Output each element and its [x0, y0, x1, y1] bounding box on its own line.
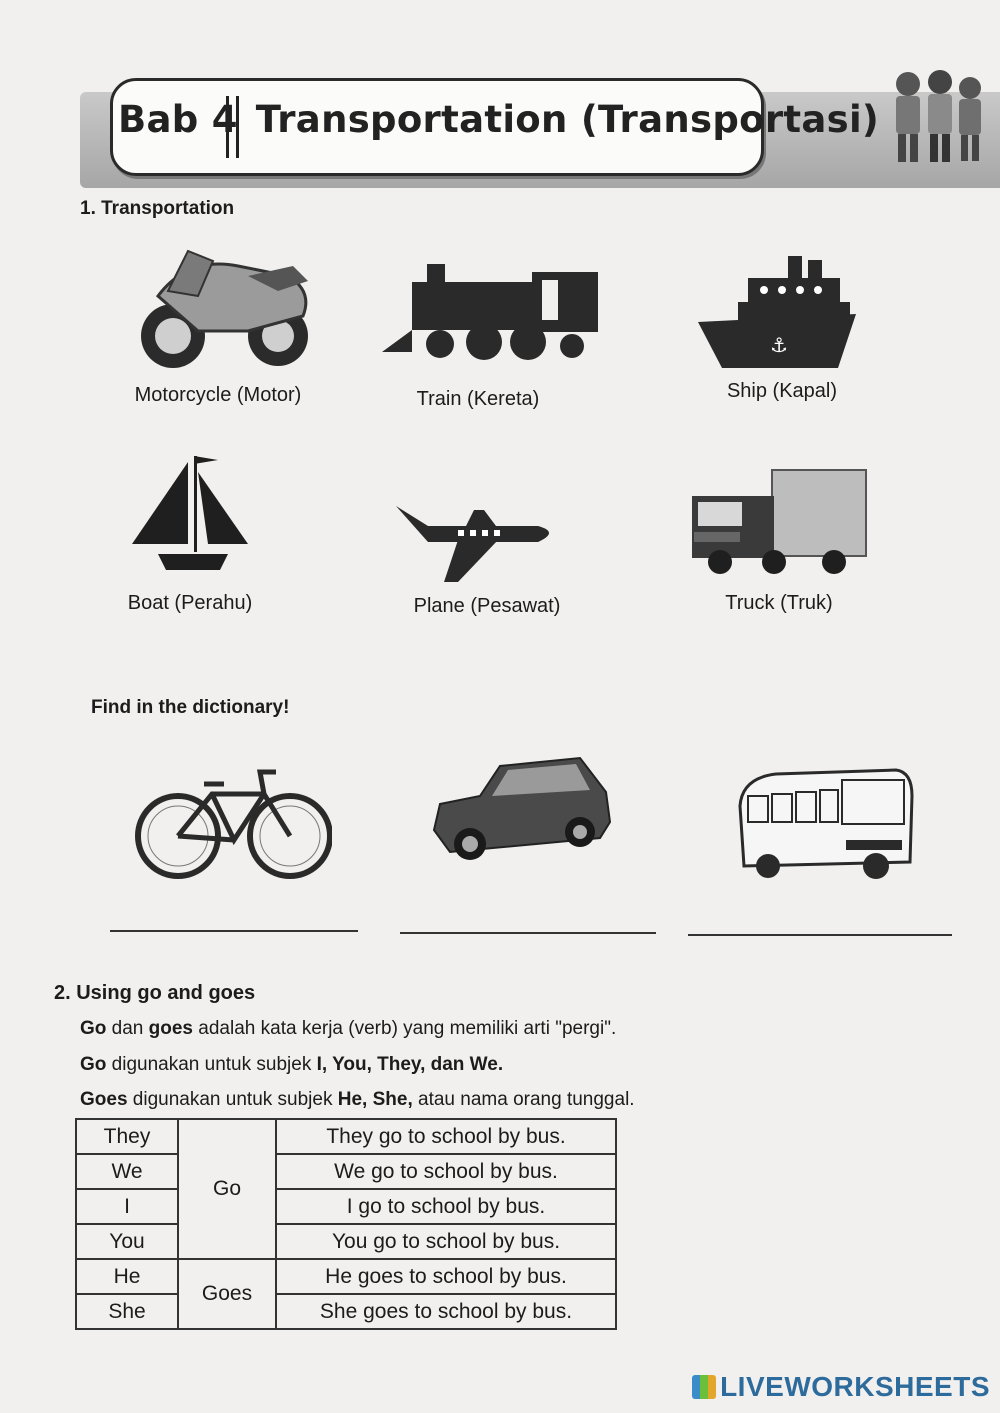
caption-ship: Ship (Kapal) [726, 380, 838, 402]
car-icon [430, 752, 614, 868]
caption-boat: Boat (Perahu) [127, 592, 253, 614]
logo-text: LIVEWORKSHEETS [720, 1371, 990, 1402]
sentence-cell: You go to school by bus. [276, 1224, 616, 1259]
chapter-number: Bab 4 [118, 98, 238, 141]
text-segment: adalah kata kerja (verb) yang memiliki arti "pergi". [193, 1018, 617, 1039]
text-segment: digunakan untuk subjek [127, 1089, 338, 1110]
table-row [76, 1224, 616, 1259]
title-divider [226, 96, 239, 158]
go-goes-table [75, 1118, 617, 1330]
bus-icon [736, 766, 914, 886]
subject-cell: He [76, 1259, 178, 1294]
chapter-title: Transportation (Transportasi) [255, 98, 880, 141]
text-segment: digunakan untuk subjek [106, 1054, 317, 1075]
sentence-cell: We go to school by bus. [276, 1154, 616, 1189]
truck-icon [688, 468, 868, 576]
table-row [76, 1259, 616, 1294]
subject-cell: You [76, 1224, 178, 1259]
subject-cell: I [76, 1189, 178, 1224]
table-row [76, 1189, 616, 1224]
sentence-cell: He goes to school by bus. [276, 1259, 616, 1294]
bicycle-icon [134, 764, 332, 880]
liveworksheets-logo-icon [692, 1375, 716, 1399]
caption-motorcycle: Motorcycle (Motor) [134, 384, 302, 406]
explanation-line-1 [80, 1018, 616, 1040]
sentence-cell: They go to school by bus. [276, 1119, 616, 1154]
term-goes: goes [148, 1018, 194, 1039]
text-segment: atau nama orang tunggal. [412, 1089, 635, 1110]
answer-blank-car[interactable] [400, 932, 656, 934]
term-go: Go [80, 1018, 107, 1039]
train-icon [382, 262, 604, 362]
sentence-cell: She goes to school by bus. [276, 1294, 616, 1329]
caption-truck: Truck (Truk) [725, 592, 833, 614]
children-illustration-icon [878, 62, 988, 172]
caption-train: Train (Kereta) [416, 388, 540, 410]
motorcycle-icon [128, 236, 328, 376]
term-go: Go [80, 1054, 107, 1075]
explanation-line-3 [80, 1089, 635, 1111]
term-goes: Goes [80, 1089, 128, 1110]
verb-cell-go: Go [178, 1119, 276, 1259]
sentence-cell: I go to school by bus. [276, 1189, 616, 1224]
boat-icon [128, 452, 252, 578]
table-row [76, 1154, 616, 1189]
svg-text:⚓: ⚓ [770, 333, 788, 357]
section-2-heading: 2. Using go and goes [54, 982, 256, 1004]
table-row [76, 1119, 616, 1154]
answer-blank-bus[interactable] [688, 934, 952, 936]
subject-cell: We [76, 1154, 178, 1189]
table-row [76, 1294, 616, 1329]
section-1-heading: 1. Transportation [80, 198, 235, 219]
subject-cell: She [76, 1294, 178, 1329]
text-segment: dan [106, 1018, 149, 1039]
dictionary-heading: Find in the dictionary! [91, 697, 290, 718]
plane-icon [388, 496, 564, 584]
verb-cell-goes: Goes [178, 1259, 276, 1329]
liveworksheets-logo [692, 1371, 990, 1403]
explanation-line-2 [80, 1054, 503, 1076]
ship-icon [698, 252, 858, 372]
caption-plane: Plane (Pesawat) [413, 595, 561, 617]
subjects-goes: He, She, [337, 1089, 413, 1110]
subject-cell: They [76, 1119, 178, 1154]
answer-blank-bicycle[interactable] [110, 930, 358, 932]
subjects-go: I, You, They, dan We. [316, 1054, 504, 1075]
